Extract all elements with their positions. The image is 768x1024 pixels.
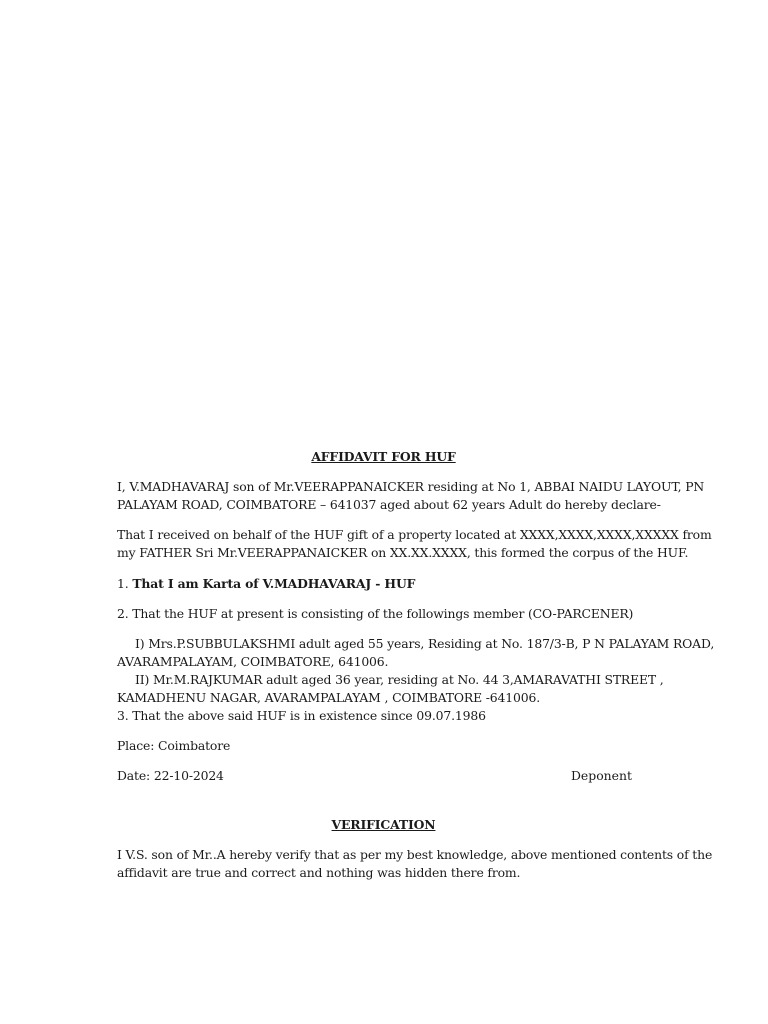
- gift-line-1: That I received on behalf of the HUF gift of a property located at XXXX,XXXX,XXXX,XXXXX from: [117, 527, 712, 542]
- point-1-number: 1.: [117, 576, 133, 591]
- point-3: 3. That the above said HUF is in existence since 09.07.1986: [117, 708, 486, 723]
- verification-title: VERIFICATION: [331, 817, 436, 832]
- member-2-line-2: KAMADHENU NAGAR, AVARAMPALAYAM , COIMBATORE -641006.: [117, 690, 540, 705]
- point-1: [117, 575, 650, 593]
- point-2: 2. That the HUF at present is consisting of the followings member (CO-PARCENER): [117, 606, 634, 621]
- date: Date: 22-10-2024: [117, 768, 224, 783]
- affidavit-title: AFFIDAVIT FOR HUF: [311, 449, 456, 464]
- place: Place: Coimbatore: [117, 738, 231, 753]
- member-1-line-1: I) Mrs.P.SUBBULAKSHMI adult aged 55 years, Residing at No. 187/3-B, P N PALAYAM ROAD,: [135, 636, 715, 651]
- member-2-line-1: II) Mr.M.RAJKUMAR adult aged 36 year, residing at No. 44 3,AMARAVATHI STREET ,: [135, 672, 664, 687]
- verification-line-2: affidavit are true and correct and nothing was hidden there from.: [117, 865, 521, 880]
- point-1-text: That I am Karta of V.MADHAVARAJ - HUF: [132, 576, 416, 591]
- verification-line-1: I V.S. son of Mr..A hereby verify that as per my best knowledge, above mentioned contents of the: [117, 847, 713, 862]
- member-1-line-2: AVARAMPALAYAM, COIMBATORE, 641006.: [117, 654, 389, 669]
- gift-line-2: my FATHER Sri Mr.VEERAPPANAICKER on XX.XX.XXXX, this formed the corpus of the HUF.: [117, 545, 689, 560]
- declaration-line-1: I, V.MADHAVARAJ son of Mr.VEERAPPANAICKER residing at No 1, ABBAI NAIDU LAYOUT, PN: [117, 479, 705, 494]
- declaration-line-2: PALAYAM ROAD, COIMBATORE – 641037 aged about 62 years Adult do hereby declare-: [117, 497, 661, 512]
- deponent-label: Deponent: [571, 768, 632, 783]
